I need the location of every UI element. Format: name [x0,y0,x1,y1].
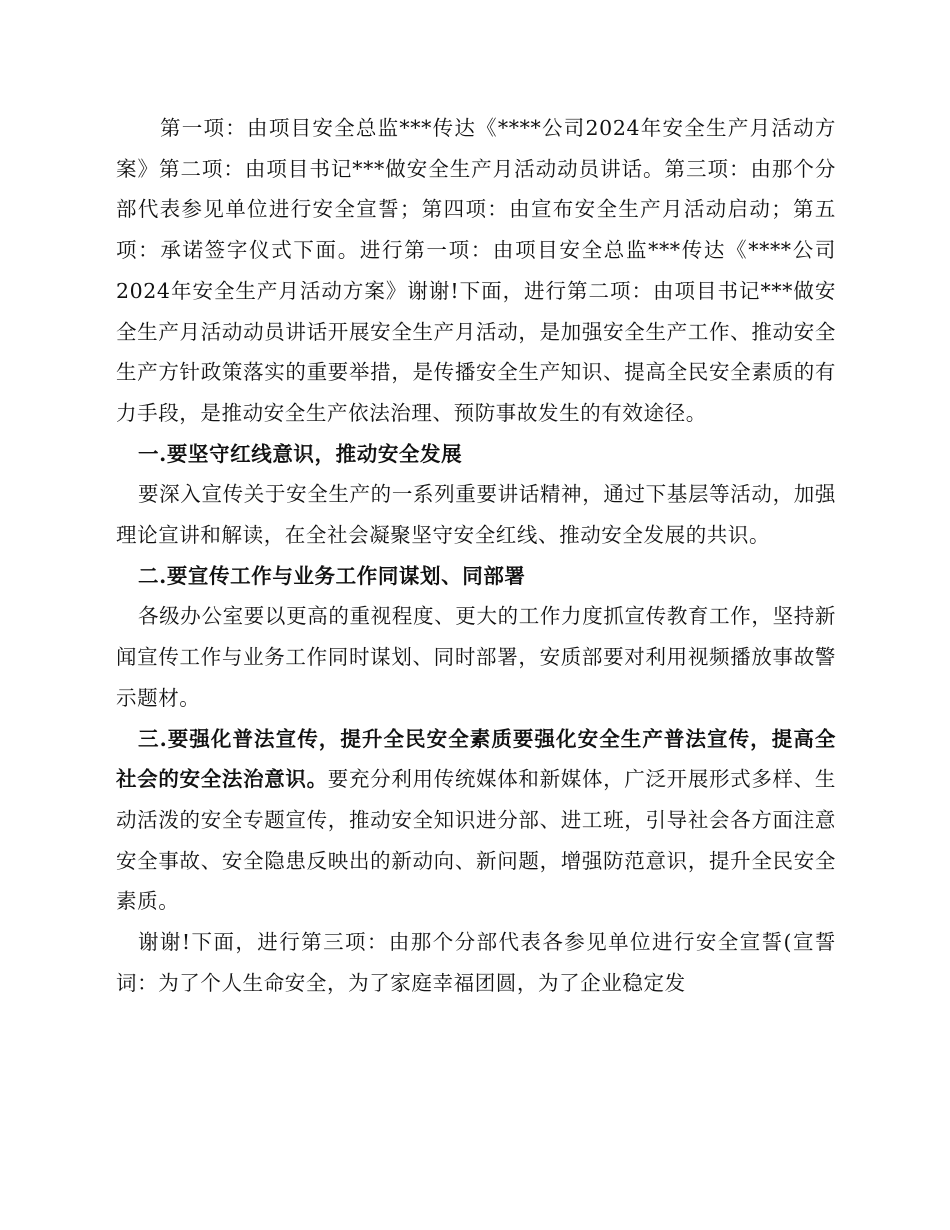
section-3-heading: 三.要强化普法宣传，提升全民安全素质要强化安全生产普法宣传，提高全社会的安全法治意识。 [116,726,836,792]
section-1-heading: 一.要坚守红线意识，推动安全发展 [138,441,463,466]
section-2-heading: 二.要宣传工作与业务工作同谋划、同部署 [138,563,526,588]
section-3-body: 要充分利用传统媒体和新媒体，广泛开展形式多样、生动活泼的安全专题宣传，推动安全知识进分部、进工班，引导社会各方面注意安全事故、安全隐患反映出的新动向、新问题，增强防范意识，提升全民安全素质。 [116,767,837,914]
document-body [116,108,836,1003]
closing-paragraph: 谢谢!下面，进行第三项：由那个分部代表各参见单位进行安全宣誓(宣誓词：为了个人生命安全，为了家庭幸福团圆，为了企业稳定发 [116,930,836,995]
intro-paragraph: 第一项：由项目安全总监***传达《****公司2024年安全生产月活动方案》第二项：由项目书记***做安全生产月活动动员讲话。第三项：由那个分部代表参见单位进行安全宣誓；第四项：由宣布安全生产月活动启动；第五项：承诺签字仪式下面。进行第一项：由项目安全总监***传达《****公司2024年安全生产月活动方案》谢谢!下面，进行第二项：由项目书记***做安全生产月活动动员讲话开展安全生产月活动，是加强安全生产工作、推动安全生产方针政策落实的重要举措，是传播安全生产知识、提高全民安全素质的有力手段，是推动安全生产依法治理、预防事故发生的有效途径。 [116,116,836,425]
section-2-body: 各级办公室要以更高的重视程度、更大的工作力度抓宣传教育工作，坚持新闻宣传工作与业务工作同时谋划、同时部署，安质部要对利用视频播放事故警示题材。 [116,604,836,710]
section-3-paragraph [116,719,836,923]
section-1-body: 要深入宣传关于安全生产的一系列重要讲话精神，通过下基层等活动，加强理论宣讲和解读，在全社会凝聚坚守安全红线、推动安全发展的共识。 [116,482,836,548]
